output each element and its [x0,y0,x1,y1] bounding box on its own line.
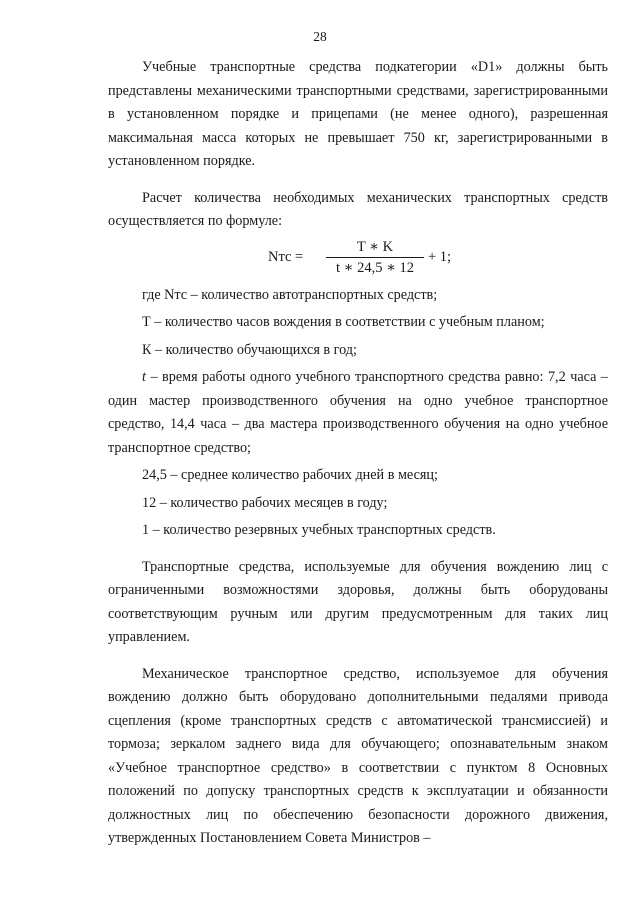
definition-ntc: где Nтс – количество автотранспортных средств; [142,286,438,303]
definition-t-hours: Т – количество часов вождения в соответствии с учебным планом; [142,314,545,330]
formula-numerator: T ∗ K [356,238,394,255]
formula-lhs: Nтс = [268,248,304,265]
definition-t-time [108,366,608,460]
paragraph-calc-intro: Расчет количества необходимых механических транспортных средств осуществляется по формуле: [108,189,608,229]
definition-months: 12 – количество рабочих месяцев в году; [142,494,388,511]
definition-reserve: 1 – количество резервных учебных транспортных средств. [142,522,496,538]
definition-workdays: 24,5 – среднее количество рабочих дней в месяц; [142,467,438,483]
paragraph-d1-vehicles: Учебные транспортные средства подкатегории «D1» должны быть представлены механическими транспортными средствами, зарегистрированными в установленном порядке и прицепами (не менее одного), разрешенная максимальная масса которых не превышает 750 кг, зарегистрированными в установленном порядке. [108,59,608,169]
formula-fraction [326,238,424,277]
fraction-bar [326,257,424,258]
definition-t-symbol: t – [142,369,158,385]
page-content [108,56,608,851]
formula-rhs: + 1; [428,248,452,265]
definition-k-students: К – количество обучающихся в год; [142,341,357,358]
formula [108,238,608,278]
formula-denominator: t ∗ 24,5 ∗ 12 [335,259,415,276]
paragraph-equipment: Механическое транспортное средство, используемое для обучения вождению должно быть оборудовано дополнительными педалями привода сцепления (кроме транспортных средств с автоматической трансмиссией) и тормоза; зеркалом заднего вида для обучающего; опознавательным знаком «Учебное транспортное средство» в соответствии с пунктом 8 Основных положений по допуску транспортных средств к эксплуатации и обязанности должностных лиц по обеспечению безопасности дорожного движения, утвержденных Постановлением Совета Министров – [108,665,608,846]
definition-t-text: время работы одного учебного транспортного средства равно: 7,2 часа – один мастер производственного обучения на одно учебное транспортное средство, 14,4 часа – два мастера производственного обучения на одно учебное транспортное средство; [108,369,608,456]
paragraph-disabled-drivers: Транспортные средства, используемые для обучения вождению лиц с ограниченными возможностями здоровья, должны быть оборудованы соответствующим ручным или другим предусмотренным для таких лиц управлением. [108,558,608,645]
page-number: 28 [313,29,327,44]
